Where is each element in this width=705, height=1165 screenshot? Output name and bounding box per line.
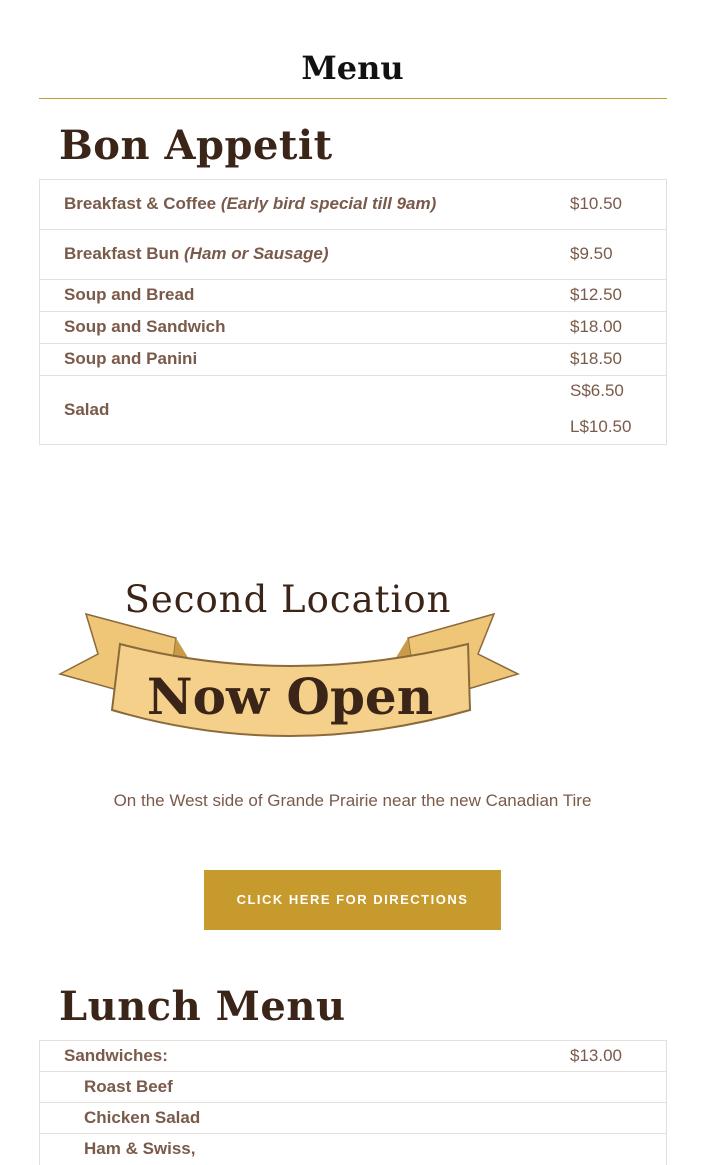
menu-row (40, 344, 666, 376)
item-price: S$6.50 (570, 381, 624, 400)
menu-row (40, 280, 666, 312)
item-name: Breakfast Bun (64, 244, 180, 263)
item-name: Soup and Bread (64, 285, 195, 304)
item-name: Chicken Salad (84, 1108, 201, 1127)
menu-row (40, 230, 666, 280)
location-description: On the West side of Grande Prairie near the new Canadian Tire (113, 791, 592, 810)
page-title: Menu (301, 49, 404, 87)
item-price: $13.00 (570, 1046, 622, 1065)
title-divider (39, 98, 667, 99)
menu-row (40, 180, 666, 230)
bon-appetit-heading: Bon Appetit (59, 122, 333, 169)
item-name: Sandwiches: (64, 1046, 168, 1065)
menu-row (40, 1134, 666, 1165)
item-price: $12.50 (570, 285, 622, 304)
banner-line2: Now Open (146, 667, 434, 726)
item-name: Ham & Swiss, (84, 1139, 196, 1158)
menu-row (40, 312, 666, 344)
item-name: Roast Beef (84, 1077, 173, 1096)
item-price: $9.50 (570, 244, 613, 263)
second-location-banner (58, 572, 520, 750)
item-note: (Early bird special till 9am) (220, 194, 437, 213)
bon-appetit-table (39, 179, 667, 445)
menu-row (40, 1103, 666, 1134)
lunch-menu-heading: Lunch Menu (59, 983, 346, 1030)
menu-row (40, 376, 666, 445)
banner-line1: Second Location (124, 578, 452, 621)
menu-row (40, 1072, 666, 1103)
item-note: (Ham or Sausage) (184, 244, 329, 263)
item-name: Breakfast & Coffee (64, 194, 217, 213)
item-price: $10.50 (570, 194, 622, 213)
item-name: Soup and Panini (64, 349, 198, 368)
item-price: $18.50 (570, 349, 622, 368)
item-price-large: L$10.50 (570, 417, 632, 436)
item-name: Soup and Sandwich (64, 317, 226, 336)
lunch-menu-table (39, 1040, 667, 1165)
item-name: Salad (64, 400, 110, 419)
directions-button[interactable]: CLICK HERE FOR DIRECTIONS (204, 870, 501, 930)
menu-row (40, 1041, 666, 1072)
item-price: $18.00 (570, 317, 622, 336)
